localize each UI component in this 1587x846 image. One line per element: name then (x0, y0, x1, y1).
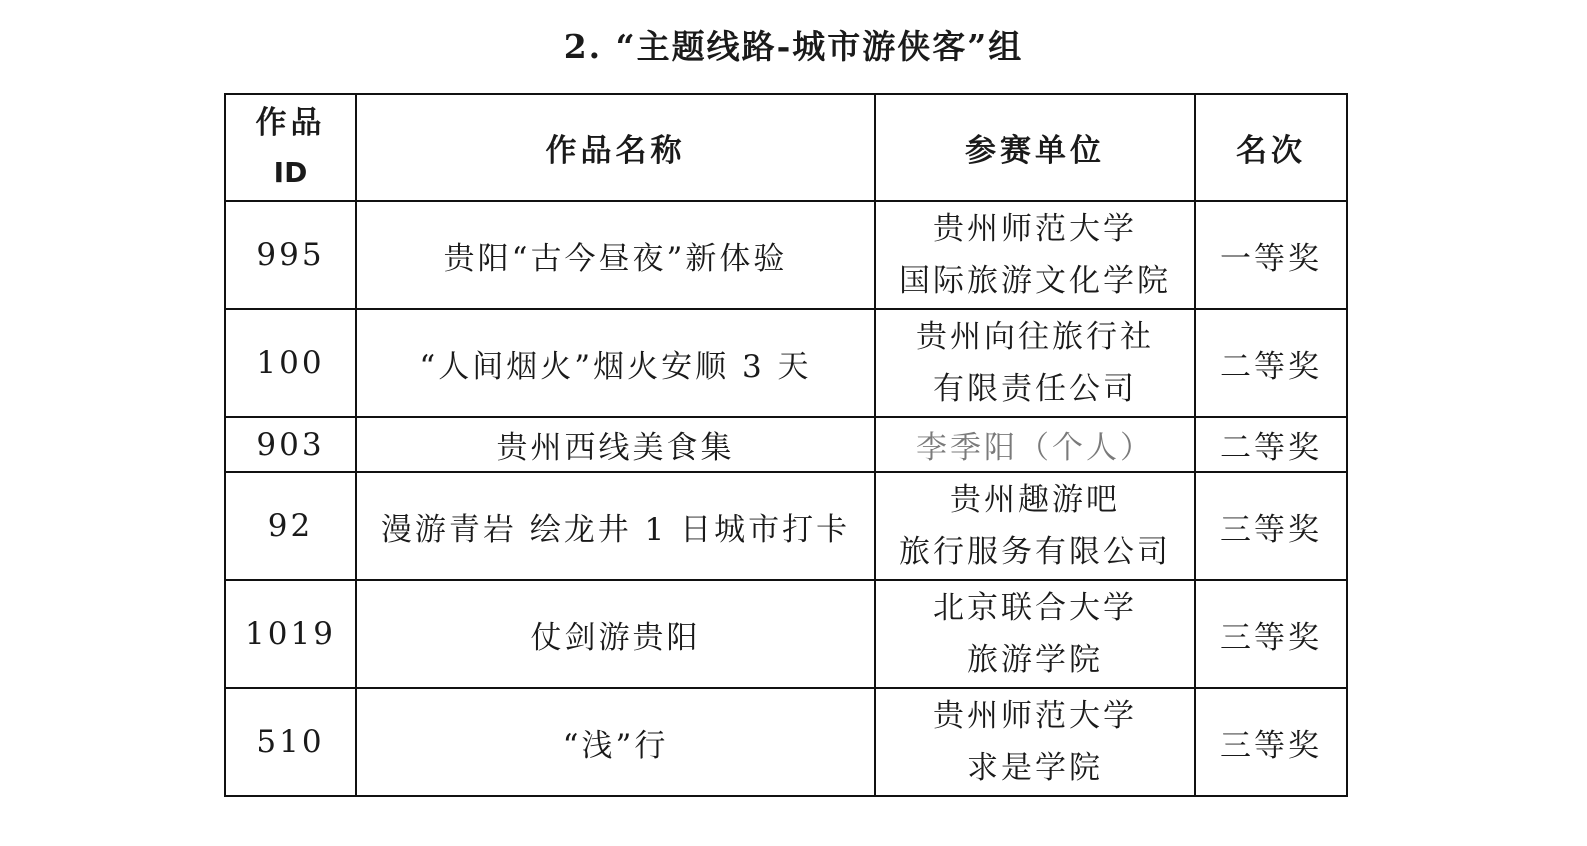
table-row (225, 580, 1347, 688)
cell-id: 100 (225, 309, 356, 417)
table-row (225, 688, 1347, 796)
cell-rank: 二等奖 (1195, 309, 1347, 417)
cell-rank: 二等奖 (1195, 417, 1347, 472)
cell-unit (875, 688, 1195, 796)
cell-unit-line1: 贵州趣游吧 (950, 482, 1120, 518)
header-id (225, 94, 356, 201)
header-name: 作品名称 (356, 94, 875, 201)
cell-unit (875, 309, 1195, 417)
cell-unit-line2: 旅行服务有限公司 (899, 534, 1171, 570)
table-header-row (225, 94, 1347, 201)
header-rank: 名次 (1195, 94, 1347, 201)
cell-unit (875, 472, 1195, 580)
cell-rank: 三等奖 (1195, 580, 1347, 688)
table-row (225, 417, 1347, 472)
cell-name: 贵州西线美食集 (356, 417, 875, 472)
cell-rank: 一等奖 (1195, 201, 1347, 309)
cell-unit (875, 580, 1195, 688)
cell-rank: 三等奖 (1195, 688, 1347, 796)
cell-unit-line1: 北京联合大学 (933, 590, 1137, 626)
cell-unit-line2: 求是学院 (967, 750, 1103, 786)
cell-id: 995 (225, 201, 356, 309)
cell-unit-line1: 贵州向往旅行社 (916, 319, 1154, 355)
cell-id: 1019 (225, 580, 356, 688)
cell-name: 仗剑游贵阳 (356, 580, 875, 688)
table-row (225, 472, 1347, 580)
cell-rank: 三等奖 (1195, 472, 1347, 580)
header-unit: 参赛单位 (875, 94, 1195, 201)
cell-unit-line2: 国际旅游文化学院 (899, 263, 1171, 299)
header-id-line2: ID (273, 155, 308, 189)
cell-unit (875, 201, 1195, 309)
cell-unit-line2: 旅游学院 (967, 642, 1103, 678)
cell-name: “浅”行 (356, 688, 875, 796)
cell-unit-line1: 贵州师范大学 (933, 211, 1137, 247)
cell-id: 510 (225, 688, 356, 796)
awards-table (224, 93, 1348, 797)
table-row (225, 309, 1347, 417)
cell-unit: 李季阳（个人） (875, 417, 1195, 472)
cell-name: 贵阳“古今昼夜”新体验 (356, 201, 875, 309)
cell-id: 92 (225, 472, 356, 580)
cell-unit-line1: 贵州师范大学 (933, 698, 1137, 734)
cell-name: “人间烟火”烟火安顺 3 天 (356, 309, 875, 417)
cell-unit-line2: 有限责任公司 (933, 371, 1137, 407)
cell-name: 漫游青岩 绘龙井 1 日城市打卡 (356, 472, 875, 580)
header-id-line1: 作品 (255, 104, 326, 141)
section-title: 2. “主题线路-城市游侠客”组 (563, 27, 1024, 66)
table-row (225, 201, 1347, 309)
cell-id: 903 (225, 417, 356, 472)
